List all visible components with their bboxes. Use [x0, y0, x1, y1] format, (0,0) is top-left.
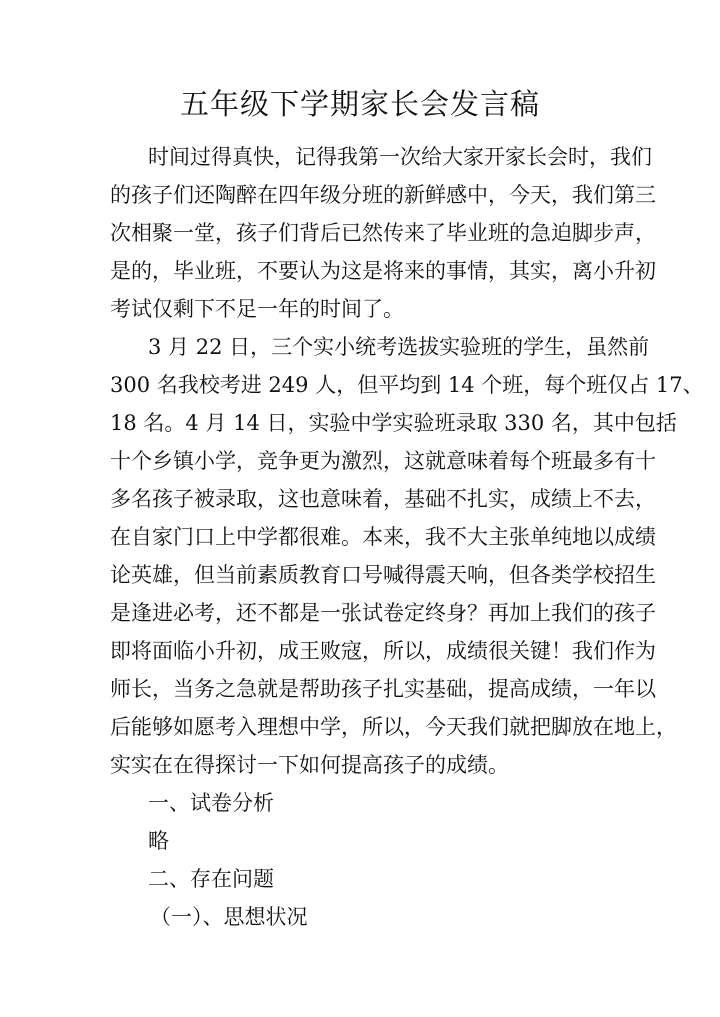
paragraph-line: 多名孩子被录取，这也意味着，基础不扎实，成绩上不去， [110, 487, 656, 511]
paragraph-line: 时间过得真快，记得我第一次给大家开家长会时，我们 [148, 145, 652, 169]
paragraph-line: 论英雄，但当前素质教育口号喊得震天响，但各类学校招生 [110, 563, 656, 587]
document-title: 五年级下学期家长会发言稿 [179, 87, 540, 121]
document-body [110, 138, 704, 936]
paragraph-line: 实实在在得探讨一下如何提高孩子的成绩。 [110, 753, 509, 777]
section-content: 略 [148, 829, 169, 853]
paragraph-line: 3 月 22 日，三个实小统考选拔实验班的学生，虽然前 [148, 335, 650, 359]
paragraph-line: 次相聚一堂，孩子们背后已然传来了毕业班的急迫脚步声， [110, 221, 656, 245]
subsection-heading: （一）、思想状况 [150, 905, 308, 929]
paragraph-line: 即将面临小升初，成王败寇，所以，成绩很关键！我们作为 [110, 639, 656, 663]
section-heading: 二、存在问题 [148, 867, 274, 891]
paragraph-line: 师长，当务之急就是帮助孩子扎实基础，提高成绩，一年以 [110, 677, 656, 701]
paragraph-line: 是逢进必考，还不都是一张试卷定终身？再加上我们的孩子 [110, 601, 656, 625]
paragraph-line: 十个乡镇小学，竞争更为激烈，这就意味着每个班最多有十 [110, 449, 656, 473]
paragraph-line: 是的，毕业班，不要认为这是将来的事情，其实，离小升初 [110, 259, 656, 283]
paragraph-line: 后能够如愿考入理想中学，所以，今天我们就把脚放在地上， [110, 715, 677, 739]
paragraph-line: 考试仅剩下不足一年的时间了。 [110, 297, 404, 321]
paragraph-line: 300 名我校考进 249 人，但平均到 14 个班，每个班仅占 17、 [110, 373, 704, 397]
section-heading: 一、试卷分析 [148, 791, 274, 815]
paragraph-line: 18 名。4 月 14 日，实验中学实验班录取 330 名，其中包括 [110, 411, 677, 435]
paragraph-line: 在自家门口上中学都很难。本来，我不大主张单纯地以成绩 [110, 525, 656, 549]
paragraph-line: 的孩子们还陶醉在四年级分班的新鲜感中，今天，我们第三 [110, 183, 656, 207]
